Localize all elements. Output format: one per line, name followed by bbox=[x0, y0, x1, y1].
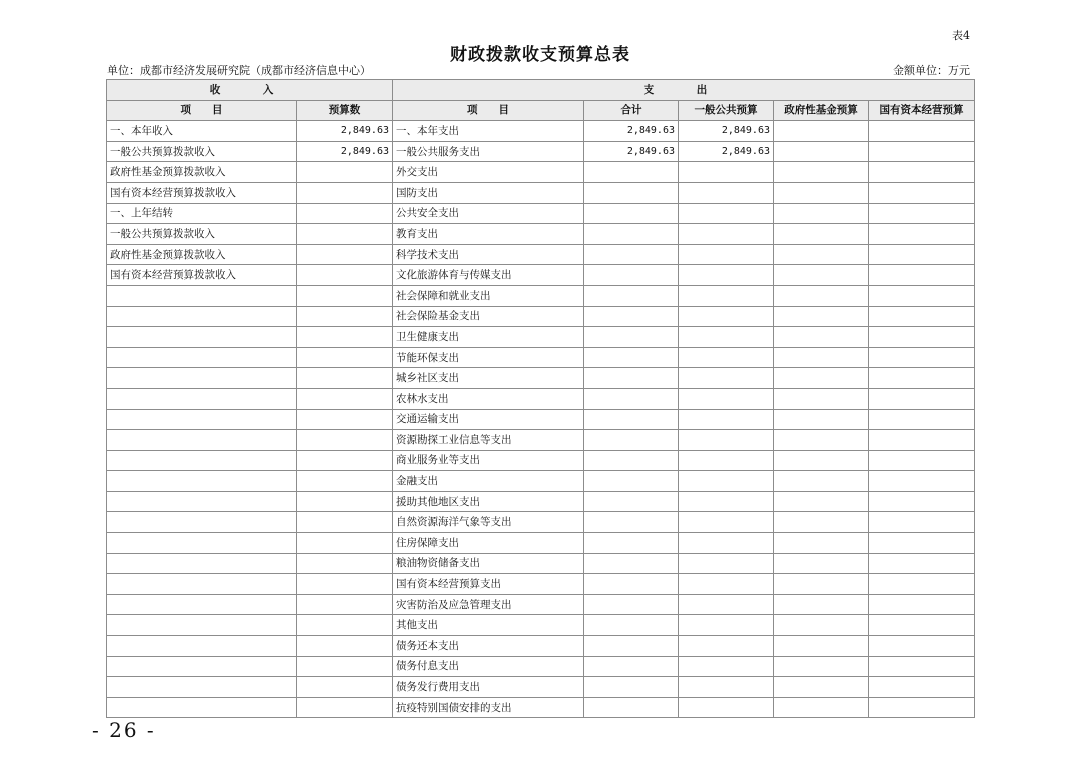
income-group-header: 收 入 bbox=[107, 80, 393, 101]
general-public-header: 一般公共预算 bbox=[679, 100, 774, 121]
cell-state-capital bbox=[869, 285, 975, 306]
table-row bbox=[107, 224, 975, 245]
cell-expense-item: 国有资本经营预算支出 bbox=[393, 574, 584, 595]
cell-gov-fund bbox=[774, 491, 869, 512]
cell-general-public bbox=[679, 306, 774, 327]
cell-state-capital bbox=[869, 162, 975, 183]
cell-general-public bbox=[679, 656, 774, 677]
cell-total: 2,849.63 bbox=[584, 141, 679, 162]
cell-total bbox=[584, 636, 679, 657]
cell-income-item bbox=[107, 368, 297, 389]
table-row bbox=[107, 265, 975, 286]
cell-gov-fund bbox=[774, 265, 869, 286]
cell-income-budget bbox=[297, 285, 393, 306]
cell-expense-item: 科学技术支出 bbox=[393, 244, 584, 265]
cell-state-capital bbox=[869, 677, 975, 698]
cell-expense-item: 城乡社区支出 bbox=[393, 368, 584, 389]
cell-income-item: 一、本年收入 bbox=[107, 121, 297, 142]
cell-income-budget bbox=[297, 182, 393, 203]
cell-general-public bbox=[679, 285, 774, 306]
cell-total bbox=[584, 327, 679, 348]
cell-general-public bbox=[679, 265, 774, 286]
cell-total bbox=[584, 615, 679, 636]
cell-gov-fund bbox=[774, 697, 869, 718]
amount-unit-label: 金额单位：万元 bbox=[893, 64, 970, 77]
cell-expense-item: 灾害防治及应急管理支出 bbox=[393, 594, 584, 615]
cell-expense-item: 援助其他地区支出 bbox=[393, 491, 584, 512]
table-row bbox=[107, 471, 975, 492]
cell-expense-item: 社会保障和就业支出 bbox=[393, 285, 584, 306]
cell-gov-fund bbox=[774, 347, 869, 368]
cell-expense-item: 社会保险基金支出 bbox=[393, 306, 584, 327]
cell-total bbox=[584, 224, 679, 245]
table-body bbox=[107, 121, 975, 718]
cell-general-public bbox=[679, 553, 774, 574]
cell-income-budget bbox=[297, 574, 393, 595]
budget-table bbox=[106, 79, 975, 718]
cell-gov-fund bbox=[774, 182, 869, 203]
cell-income-item bbox=[107, 553, 297, 574]
cell-total bbox=[584, 430, 679, 451]
cell-total: 2,849.63 bbox=[584, 121, 679, 142]
cell-income-budget bbox=[297, 594, 393, 615]
cell-income-budget bbox=[297, 491, 393, 512]
cell-state-capital bbox=[869, 553, 975, 574]
table-row bbox=[107, 553, 975, 574]
cell-gov-fund bbox=[774, 471, 869, 492]
table-row bbox=[107, 677, 975, 698]
cell-income-item: 政府性基金预算拨款收入 bbox=[107, 244, 297, 265]
cell-total bbox=[584, 656, 679, 677]
cell-gov-fund bbox=[774, 636, 869, 657]
table-row bbox=[107, 162, 975, 183]
table-row bbox=[107, 368, 975, 389]
cell-general-public bbox=[679, 430, 774, 451]
cell-expense-item: 一般公共服务支出 bbox=[393, 141, 584, 162]
cell-total bbox=[584, 182, 679, 203]
cell-gov-fund bbox=[774, 285, 869, 306]
cell-income-item bbox=[107, 594, 297, 615]
cell-gov-fund bbox=[774, 224, 869, 245]
table-row bbox=[107, 491, 975, 512]
cell-state-capital bbox=[869, 409, 975, 430]
table-row bbox=[107, 636, 975, 657]
table-row bbox=[107, 450, 975, 471]
cell-income-item bbox=[107, 656, 297, 677]
cell-general-public: 2,849.63 bbox=[679, 141, 774, 162]
page-number: - 26 - bbox=[92, 718, 156, 742]
cell-income-item: 政府性基金预算拨款收入 bbox=[107, 162, 297, 183]
cell-total bbox=[584, 388, 679, 409]
table-row bbox=[107, 347, 975, 368]
cell-income-budget bbox=[297, 388, 393, 409]
cell-expense-item: 其他支出 bbox=[393, 615, 584, 636]
income-item-header: 项 目 bbox=[107, 100, 297, 121]
cell-gov-fund bbox=[774, 430, 869, 451]
cell-income-item: 一般公共预算拨款收入 bbox=[107, 141, 297, 162]
cell-expense-item: 债务发行费用支出 bbox=[393, 677, 584, 698]
cell-total bbox=[584, 594, 679, 615]
cell-general-public bbox=[679, 471, 774, 492]
cell-income-budget bbox=[297, 533, 393, 554]
cell-gov-fund bbox=[774, 388, 869, 409]
cell-general-public bbox=[679, 697, 774, 718]
cell-income-item bbox=[107, 306, 297, 327]
cell-gov-fund bbox=[774, 141, 869, 162]
total-header: 合计 bbox=[584, 100, 679, 121]
cell-state-capital bbox=[869, 182, 975, 203]
cell-income-budget bbox=[297, 224, 393, 245]
cell-expense-item: 住房保障支出 bbox=[393, 533, 584, 554]
table-row bbox=[107, 615, 975, 636]
cell-income-budget bbox=[297, 471, 393, 492]
cell-income-budget bbox=[297, 430, 393, 451]
cell-income-budget bbox=[297, 697, 393, 718]
cell-expense-item: 教育支出 bbox=[393, 224, 584, 245]
cell-income-budget bbox=[297, 368, 393, 389]
cell-expense-item: 粮油物资储备支出 bbox=[393, 553, 584, 574]
cell-gov-fund bbox=[774, 533, 869, 554]
state-capital-header: 国有资本经营预算 bbox=[869, 100, 975, 121]
cell-general-public bbox=[679, 244, 774, 265]
cell-income-item bbox=[107, 285, 297, 306]
cell-expense-item: 债务付息支出 bbox=[393, 656, 584, 677]
cell-income-item: 一般公共预算拨款收入 bbox=[107, 224, 297, 245]
cell-state-capital bbox=[869, 265, 975, 286]
cell-expense-item: 债务还本支出 bbox=[393, 636, 584, 657]
cell-state-capital bbox=[869, 450, 975, 471]
table-row bbox=[107, 697, 975, 718]
cell-income-budget bbox=[297, 244, 393, 265]
table-row bbox=[107, 182, 975, 203]
column-header-row bbox=[107, 100, 975, 121]
cell-state-capital bbox=[869, 306, 975, 327]
cell-total bbox=[584, 697, 679, 718]
unit-label: 单位：成都市经济发展研究院（成都市经济信息中心） bbox=[107, 64, 371, 77]
cell-total bbox=[584, 533, 679, 554]
page-title: 财政拨款收支预算总表 bbox=[450, 45, 630, 65]
gov-fund-header: 政府性基金预算 bbox=[774, 100, 869, 121]
cell-state-capital bbox=[869, 388, 975, 409]
cell-state-capital bbox=[869, 574, 975, 595]
cell-total bbox=[584, 409, 679, 430]
cell-total bbox=[584, 553, 679, 574]
cell-income-item bbox=[107, 430, 297, 451]
cell-gov-fund bbox=[774, 615, 869, 636]
cell-expense-item: 文化旅游体育与传媒支出 bbox=[393, 265, 584, 286]
cell-income-budget bbox=[297, 265, 393, 286]
cell-gov-fund bbox=[774, 450, 869, 471]
cell-gov-fund bbox=[774, 512, 869, 533]
cell-state-capital bbox=[869, 697, 975, 718]
cell-general-public: 2,849.63 bbox=[679, 121, 774, 142]
cell-general-public bbox=[679, 574, 774, 595]
cell-income-budget bbox=[297, 327, 393, 348]
cell-gov-fund bbox=[774, 574, 869, 595]
table-row bbox=[107, 388, 975, 409]
cell-income-budget bbox=[297, 615, 393, 636]
cell-gov-fund bbox=[774, 553, 869, 574]
cell-income-item bbox=[107, 327, 297, 348]
table-row bbox=[107, 512, 975, 533]
cell-general-public bbox=[679, 203, 774, 224]
table-row bbox=[107, 409, 975, 430]
cell-income-item bbox=[107, 512, 297, 533]
cell-income-item: 国有资本经营预算拨款收入 bbox=[107, 265, 297, 286]
cell-expense-item: 交通运输支出 bbox=[393, 409, 584, 430]
cell-expense-item: 国防支出 bbox=[393, 182, 584, 203]
cell-general-public bbox=[679, 388, 774, 409]
cell-expense-item: 金融支出 bbox=[393, 471, 584, 492]
cell-general-public bbox=[679, 450, 774, 471]
cell-income-item bbox=[107, 574, 297, 595]
cell-income-budget bbox=[297, 409, 393, 430]
group-header-row bbox=[107, 80, 975, 101]
cell-total bbox=[584, 471, 679, 492]
cell-total bbox=[584, 512, 679, 533]
cell-expense-item: 抗疫特别国债安排的支出 bbox=[393, 697, 584, 718]
cell-income-item bbox=[107, 533, 297, 554]
cell-total bbox=[584, 347, 679, 368]
table-row bbox=[107, 141, 975, 162]
cell-total bbox=[584, 285, 679, 306]
cell-general-public bbox=[679, 512, 774, 533]
cell-income-item bbox=[107, 409, 297, 430]
table-number: 表4 bbox=[952, 29, 970, 42]
cell-income-item bbox=[107, 677, 297, 698]
table-row bbox=[107, 244, 975, 265]
cell-general-public bbox=[679, 491, 774, 512]
cell-state-capital bbox=[869, 656, 975, 677]
table-row bbox=[107, 285, 975, 306]
cell-expense-item: 公共安全支出 bbox=[393, 203, 584, 224]
table-row bbox=[107, 656, 975, 677]
table-row bbox=[107, 327, 975, 348]
income-budget-header: 预算数 bbox=[297, 100, 393, 121]
cell-general-public bbox=[679, 327, 774, 348]
cell-income-budget: 2,849.63 bbox=[297, 121, 393, 142]
cell-income-item bbox=[107, 347, 297, 368]
cell-gov-fund bbox=[774, 203, 869, 224]
cell-expense-item: 农林水支出 bbox=[393, 388, 584, 409]
cell-income-budget bbox=[297, 553, 393, 574]
cell-gov-fund bbox=[774, 327, 869, 348]
cell-total bbox=[584, 306, 679, 327]
cell-general-public bbox=[679, 615, 774, 636]
cell-general-public bbox=[679, 594, 774, 615]
cell-income-item bbox=[107, 471, 297, 492]
cell-state-capital bbox=[869, 244, 975, 265]
table-row bbox=[107, 121, 975, 142]
cell-total bbox=[584, 368, 679, 389]
cell-state-capital bbox=[869, 347, 975, 368]
cell-gov-fund bbox=[774, 306, 869, 327]
cell-expense-item: 外交支出 bbox=[393, 162, 584, 183]
cell-gov-fund bbox=[774, 594, 869, 615]
table-row bbox=[107, 430, 975, 451]
cell-income-item bbox=[107, 491, 297, 512]
cell-state-capital bbox=[869, 203, 975, 224]
cell-gov-fund bbox=[774, 368, 869, 389]
cell-income-item bbox=[107, 697, 297, 718]
cell-income-budget bbox=[297, 656, 393, 677]
cell-state-capital bbox=[869, 491, 975, 512]
cell-income-item bbox=[107, 615, 297, 636]
cell-general-public bbox=[679, 224, 774, 245]
table-row bbox=[107, 203, 975, 224]
table-row bbox=[107, 533, 975, 554]
cell-state-capital bbox=[869, 512, 975, 533]
cell-gov-fund bbox=[774, 162, 869, 183]
expense-item-header: 项 目 bbox=[393, 100, 584, 121]
cell-total bbox=[584, 162, 679, 183]
table-row bbox=[107, 306, 975, 327]
cell-expense-item: 一、本年支出 bbox=[393, 121, 584, 142]
cell-state-capital bbox=[869, 471, 975, 492]
cell-expense-item: 商业服务业等支出 bbox=[393, 450, 584, 471]
cell-expense-item: 资源勘探工业信息等支出 bbox=[393, 430, 584, 451]
cell-state-capital bbox=[869, 615, 975, 636]
expense-group-header: 支 出 bbox=[393, 80, 975, 101]
cell-general-public bbox=[679, 636, 774, 657]
cell-expense-item: 自然资源海洋气象等支出 bbox=[393, 512, 584, 533]
cell-total bbox=[584, 677, 679, 698]
cell-total bbox=[584, 265, 679, 286]
cell-income-item: 一、上年结转 bbox=[107, 203, 297, 224]
cell-income-budget bbox=[297, 347, 393, 368]
cell-total bbox=[584, 574, 679, 595]
table-row bbox=[107, 574, 975, 595]
cell-gov-fund bbox=[774, 121, 869, 142]
cell-gov-fund bbox=[774, 409, 869, 430]
cell-gov-fund bbox=[774, 677, 869, 698]
cell-state-capital bbox=[869, 594, 975, 615]
cell-general-public bbox=[679, 347, 774, 368]
cell-state-capital bbox=[869, 368, 975, 389]
cell-general-public bbox=[679, 162, 774, 183]
cell-general-public bbox=[679, 533, 774, 554]
cell-total bbox=[584, 450, 679, 471]
cell-state-capital bbox=[869, 327, 975, 348]
cell-gov-fund bbox=[774, 656, 869, 677]
cell-expense-item: 卫生健康支出 bbox=[393, 327, 584, 348]
table-row bbox=[107, 594, 975, 615]
cell-gov-fund bbox=[774, 244, 869, 265]
cell-state-capital bbox=[869, 636, 975, 657]
cell-income-budget bbox=[297, 203, 393, 224]
cell-general-public bbox=[679, 677, 774, 698]
cell-state-capital bbox=[869, 533, 975, 554]
cell-income-budget bbox=[297, 450, 393, 471]
cell-state-capital bbox=[869, 224, 975, 245]
cell-income-item bbox=[107, 636, 297, 657]
cell-income-budget bbox=[297, 162, 393, 183]
cell-income-budget bbox=[297, 512, 393, 533]
cell-general-public bbox=[679, 409, 774, 430]
cell-income-item bbox=[107, 450, 297, 471]
cell-state-capital bbox=[869, 141, 975, 162]
cell-income-item bbox=[107, 388, 297, 409]
cell-general-public bbox=[679, 182, 774, 203]
cell-state-capital bbox=[869, 430, 975, 451]
cell-state-capital bbox=[869, 121, 975, 142]
cell-general-public bbox=[679, 368, 774, 389]
cell-total bbox=[584, 244, 679, 265]
cell-income-budget bbox=[297, 677, 393, 698]
cell-income-budget: 2,849.63 bbox=[297, 141, 393, 162]
cell-total bbox=[584, 491, 679, 512]
cell-income-budget bbox=[297, 306, 393, 327]
cell-total bbox=[584, 203, 679, 224]
cell-income-budget bbox=[297, 636, 393, 657]
cell-income-item: 国有资本经营预算拨款收入 bbox=[107, 182, 297, 203]
cell-expense-item: 节能环保支出 bbox=[393, 347, 584, 368]
